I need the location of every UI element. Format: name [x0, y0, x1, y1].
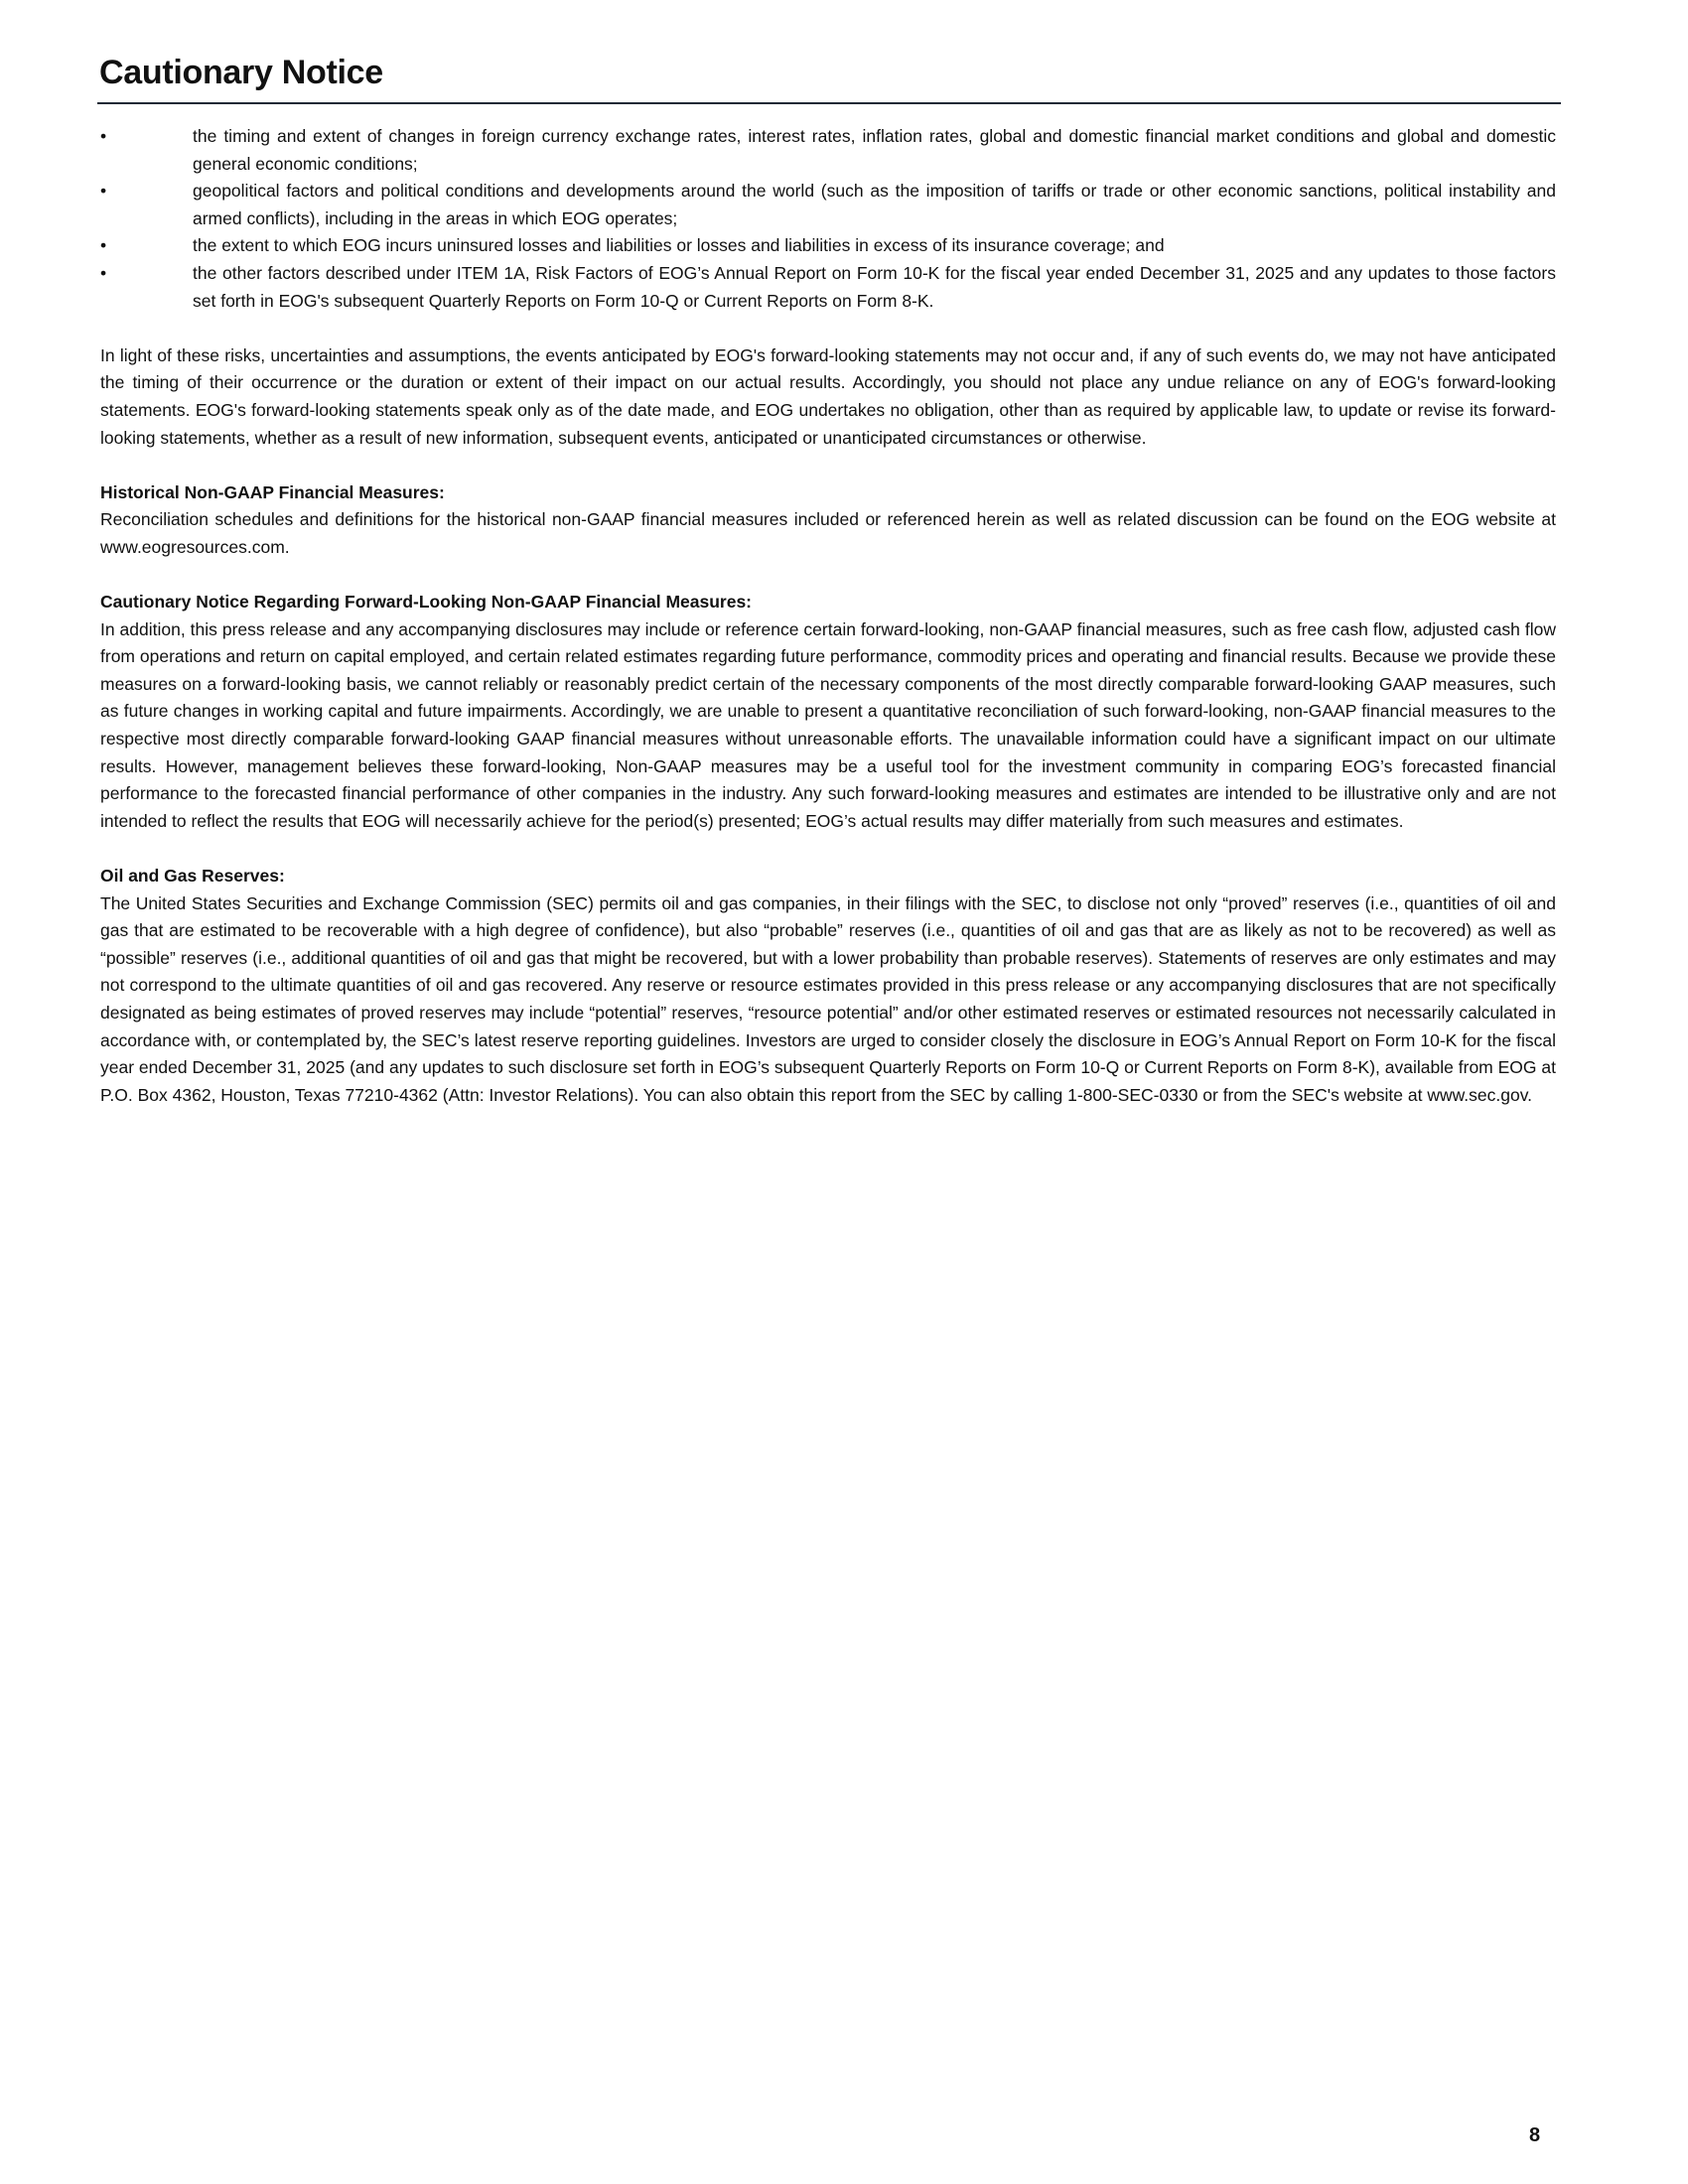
section-body-historical-non-gaap: Reconciliation schedules and definitions for the historical non-GAAP financial measures included or referenced herein as well as related discussion can be found on the EOG website at www.eogresources.com.: [100, 509, 1556, 557]
list-item: [100, 260, 1556, 315]
bullet-icon: •: [100, 262, 107, 283]
bullet-icon: •: [100, 126, 107, 146]
bullet-icon: •: [100, 235, 107, 256]
risk-factor-list: [100, 123, 1556, 315]
page-title: Cautionary Notice: [99, 54, 383, 91]
page-number: 8: [1529, 2124, 1541, 2146]
list-item: [100, 178, 1556, 232]
list-item: [100, 123, 1556, 178]
section-heading-oil-gas-reserves: Oil and Gas Reserves:: [100, 866, 285, 887]
section-body-oil-gas-reserves: The United States Securities and Exchange Commission (SEC) permits oil and gas companies, in their filings with the SEC, to disclose not only “proved” reserves (i.e., quantities of oil and gas that are estimated to be recoverable with a high degree of confidence), but also “probable” reserves (i.e., quantities of oil and gas that are as likely as not to be recovered) as well as “possible” reserves (i.e., additional quantities of oil and gas that might be recovered, but with a lower probability than probable reserves). Statements of reserves are only estimates and may not correspond to the ultimate quantities of oil and gas recovered. Any reserve or resource estimates provided in this press release or any accompanying disclosures that are not specifically designated as being estimates of proved reserves may include “potential” reserves, “resource potential” and/or other estimated reserves or estimated resources not necessarily calculated in accordance with, or contemplated by, the SEC’s latest reserve reporting guidelines. Investors are urged to consider closely the disclosure in EOG’s Annual Report on Form 10-K for the fiscal year ended December 31, 2025 (and any updates to such disclosure set forth in EOG’s subsequent Quarterly Reports on Form 10-Q or Current Reports on Form 8-K), available from EOG at P.O. Box 4362, Houston, Texas 77210-4362 (Attn: Investor Relations). You can also obtain this report from the SEC by calling 1-800-SEC-0330 or from the SEC's website at www.sec.gov.: [100, 892, 1556, 1105]
section-heading-forward-looking-non-gaap: Cautionary Notice Regarding Forward-Looking Non-GAAP Financial Measures:: [100, 592, 753, 613]
section-heading-historical-non-gaap: Historical Non-GAAP Financial Measures:: [100, 481, 445, 502]
list-item-text: the timing and extent of changes in foreign currency exchange rates, interest rates, inflation rates, global and domestic financial market conditions and global and domestic general economic conditions;: [193, 126, 1556, 174]
bullet-icon: •: [100, 181, 107, 202]
list-item-text: geopolitical factors and political conditions and developments around the world (such as the imposition of tariffs or trade or other economic sanctions, political instability and armed conflicts), including in the areas in which EOG operates;: [193, 181, 1556, 228]
title-divider: [97, 102, 1561, 104]
list-item-text: the extent to which EOG incurs uninsured losses and liabilities or losses and liabilities in excess of its insurance coverage; and: [193, 235, 1165, 256]
intro-paragraph: In light of these risks, uncertainties and assumptions, the events anticipated by EOG's forward-looking statements may not occur and, if any of such events do, we may not have anticipated the timing of their occurrence or the duration or extent of their impact on our actual results. Accordingly, you should not place any undue reliance on any of EOG's forward-looking statements. EOG's forward-looking statements speak only as of the date made, and EOG undertakes no obligation, other than as required by applicable law, to update or revise its forward-looking statements, whether as a result of new information, subsequent events, anticipated or unanticipated circumstances or otherwise.: [100, 344, 1556, 448]
list-item-text: the other factors described under ITEM 1A, Risk Factors of EOG’s Annual Report on Form 10-K for the fiscal year ended December 31, 2025 and any updates to those factors set forth in EOG's subsequent Quarterly Reports on Form 10-Q or Current Reports on Form 8-K.: [193, 262, 1556, 311]
list-item: [100, 232, 1556, 260]
document-body: [100, 123, 1556, 1109]
section-body-forward-looking-non-gaap: In addition, this press release and any accompanying disclosures may include or reference certain forward-looking, non-GAAP financial measures, such as free cash flow, adjusted cash flow from operations and return on capital employed, and certain related estimates regarding future performance, commodity prices and operating and financial results. Because we provide these measures on a forward-looking basis, we cannot reliably or reasonably predict certain of the necessary components of the most directly comparable forward-looking GAAP measures, such as future changes in working capital and future impairments. Accordingly, we are unable to present a quantitative reconciliation of such forward-looking, non-GAAP financial measures to the respective most directly comparable forward-looking GAAP financial measures without unreasonable efforts. The unavailable information could have a significant impact on our ultimate results. However, management believes these forward-looking, Non-GAAP measures may be a useful tool for the investment community in comparing EOG’s forecasted financial performance to the forecasted financial performance of other companies in the industry. Any such forward-looking measures and estimates are intended to be illustrative only and are not intended to reflect the results that EOG will necessarily achieve for the period(s) presented; EOG’s actual results may differ materially from such measures and estimates.: [100, 618, 1556, 831]
